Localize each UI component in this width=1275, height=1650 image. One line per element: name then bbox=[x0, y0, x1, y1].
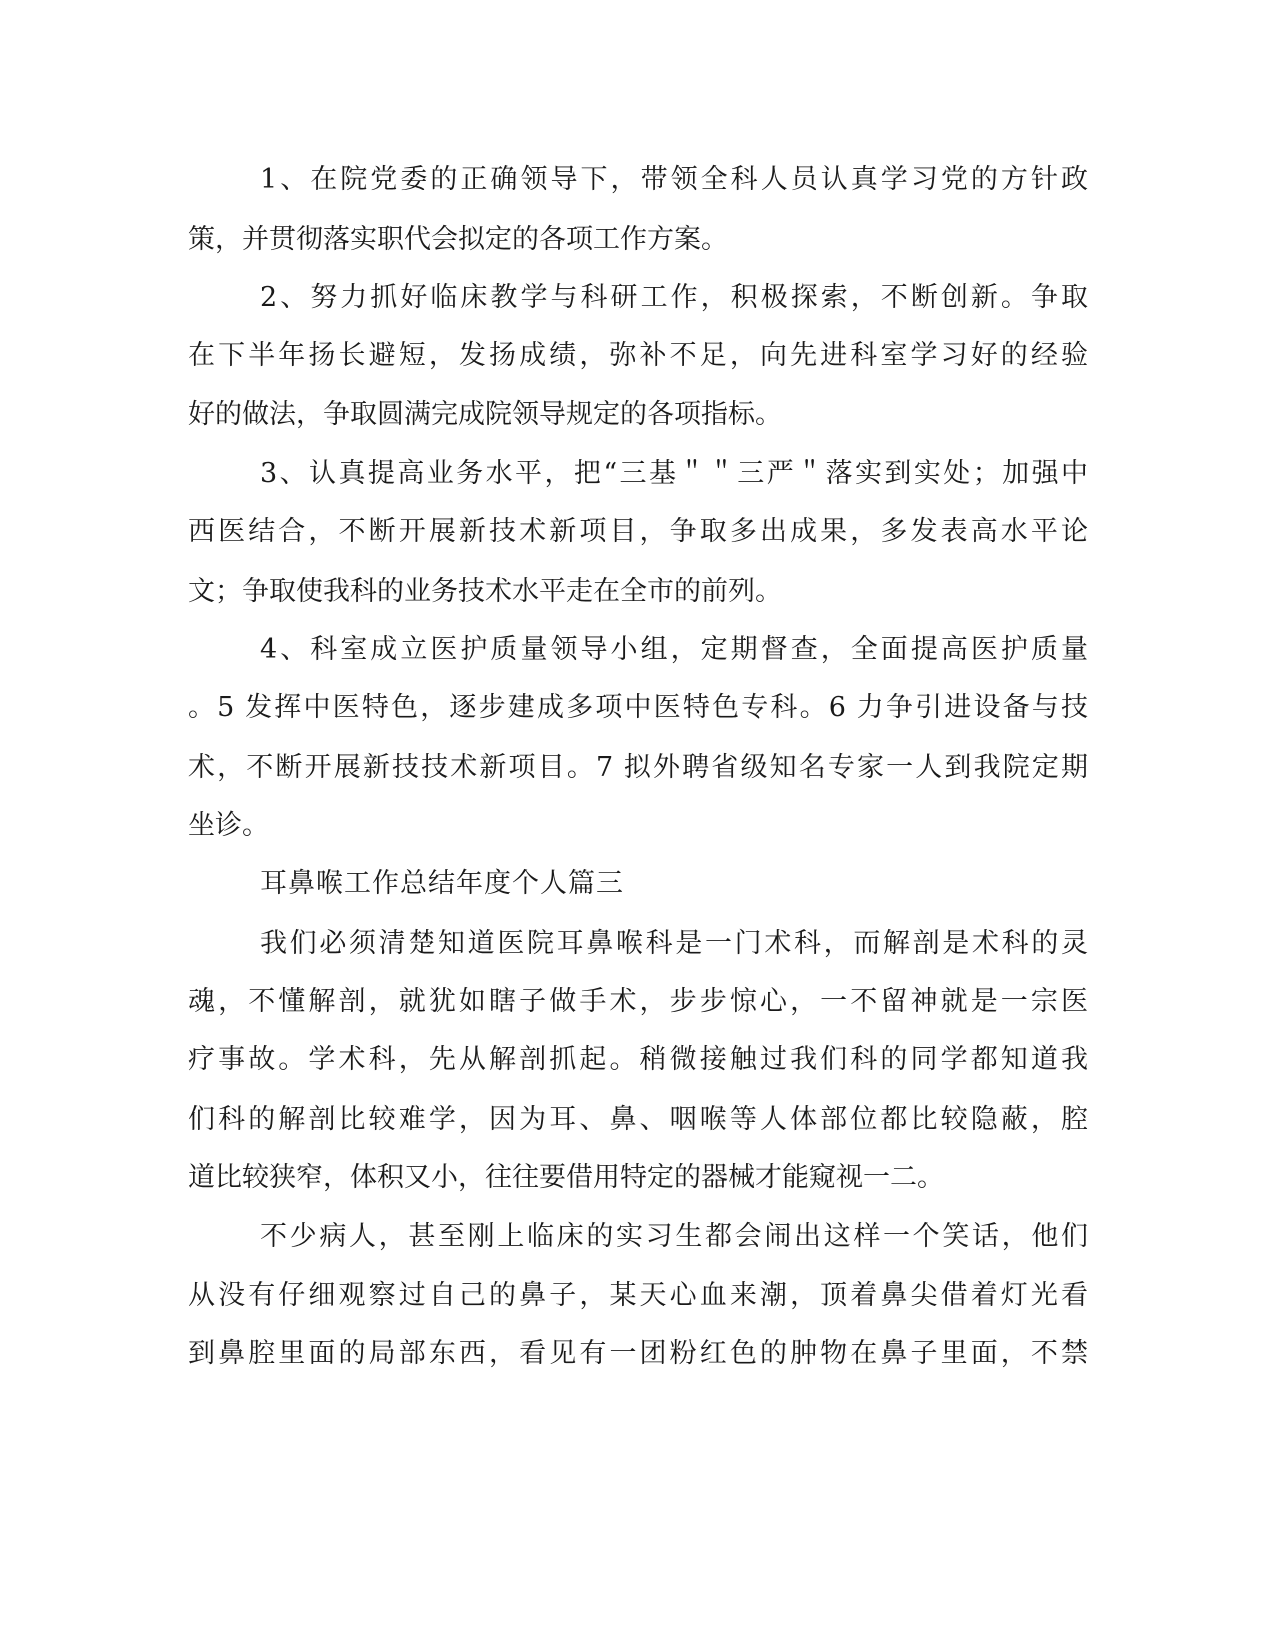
paragraph-3-line-1: 3、认真提高业务水平，把“三基＂＂三严＂落实到实处；加强中 bbox=[260, 458, 1088, 489]
paragraph-5-line-2: 魂，不懂解剖，就犹如瞎子做手术，步步惊心，一不留神就是一宗医 bbox=[188, 986, 1088, 1017]
paragraph-2-line-1: 2、努力抓好临床教学与科研工作，积极探索，不断创新。争取 bbox=[260, 282, 1088, 313]
paragraph-4-line-2: 。5 发挥中医特色，逐步建成多项中医特色专科。6 力争引进设备与技 bbox=[188, 692, 1088, 723]
paragraph-3-line-3: 文；争取使我科的业务技术水平走在全市的前列。 bbox=[188, 576, 782, 607]
paragraph-5-line-3: 疗事故。学术科，先从解剖抓起。稍微接触过我们科的同学都知道我 bbox=[188, 1044, 1088, 1075]
paragraph-2-line-2: 在下半年扬长避短，发扬成绩，弥补不足，向先进科室学习好的经验 bbox=[188, 340, 1088, 371]
paragraph-1-line-1: 1、在院党委的正确领导下，带领全科人员认真学习党的方针政 bbox=[260, 164, 1088, 195]
paragraph-4-line-1: 4、科室成立医护质量领导小组，定期督查，全面提高医护质量 bbox=[260, 634, 1088, 665]
paragraph-6-line-3: 到鼻腔里面的局部东西，看见有一团粉红色的肿物在鼻子里面，不禁 bbox=[188, 1338, 1088, 1369]
paragraph-6-line-2: 从没有仔细观察过自己的鼻子，某天心血来潮，顶着鼻尖借着灯光看 bbox=[188, 1280, 1088, 1311]
paragraph-1-line-2: 策，并贯彻落实职代会拟定的各项工作方案。 bbox=[188, 224, 728, 255]
paragraph-5-line-5: 道比较狭窄，体积又小，往往要借用特定的器械才能窥视一二。 bbox=[188, 1162, 944, 1193]
paragraph-3-line-2: 西医结合，不断开展新技术新项目，争取多出成果，多发表高水平论 bbox=[188, 516, 1088, 547]
paragraph-4-line-4: 坐诊。 bbox=[188, 810, 269, 841]
paragraph-4-line-3: 术，不断开展新技技术新项目。7 拟外聘省级知名专家一人到我院定期 bbox=[188, 752, 1088, 783]
paragraph-5-line-4: 们科的解剖比较难学，因为耳、鼻、咽喉等人体部位都比较隐蔽，腔 bbox=[188, 1104, 1088, 1135]
section-heading: 耳鼻喉工作总结年度个人篇三 bbox=[260, 868, 624, 899]
paragraph-2-line-3: 好的做法，争取圆满完成院领导规定的各项指标。 bbox=[188, 399, 782, 430]
paragraph-6-line-1: 不少病人，甚至刚上临床的实习生都会闹出这样一个笑话，他们 bbox=[260, 1221, 1088, 1252]
paragraph-5-line-1: 我们必须清楚知道医院耳鼻喉科是一门术科，而解剖是术科的灵 bbox=[260, 928, 1088, 959]
